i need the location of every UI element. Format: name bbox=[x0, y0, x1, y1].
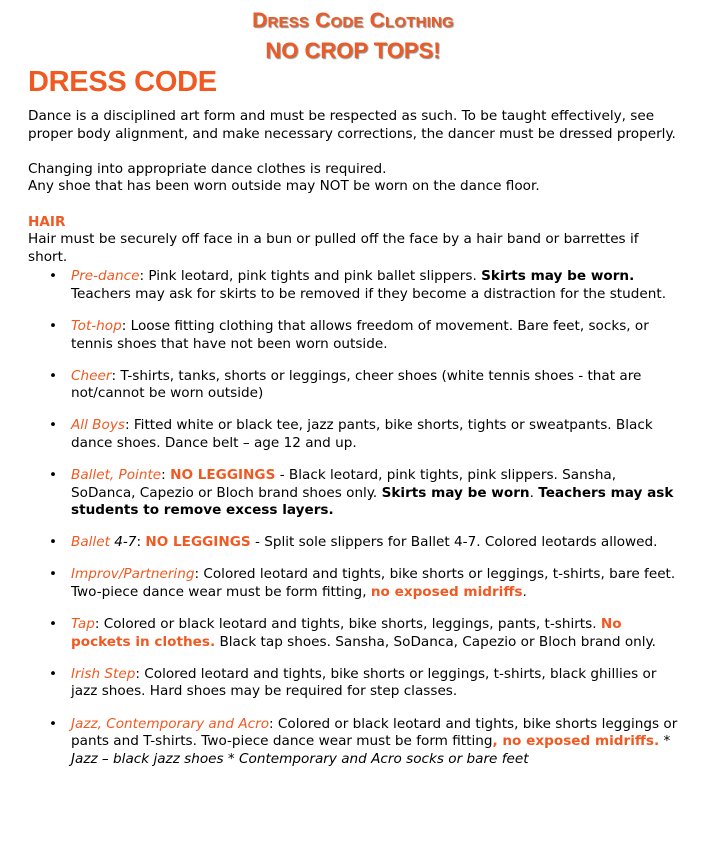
dress-rule-text: NO LEGGINGS bbox=[145, 534, 251, 551]
hair-heading: HAIR bbox=[28, 213, 66, 230]
shoe-rules-paragraph bbox=[28, 161, 678, 196]
dress-rule-text: : Loose fitting clothing that allows freedom of movement. Bare feet, socks, or tennis shoes that have not been worn outside. bbox=[71, 318, 649, 352]
dress-code-content bbox=[28, 108, 678, 783]
class-dress-list bbox=[28, 268, 678, 768]
class-name: All Boys bbox=[71, 417, 125, 434]
class-name: Pre-dance bbox=[71, 268, 140, 285]
bullet-icon: • bbox=[49, 268, 58, 285]
dress-rule-text: - Split sole slippers for Ballet 4-7. Colored leotards allowed. bbox=[250, 534, 658, 551]
dress-rule-text: : Colored leotard and tights, bike shorts or leggings, t-shirts, bare feet. Two-piece dance wear must be form fitting, bbox=[71, 566, 676, 601]
dress-rule-text: : bbox=[161, 467, 171, 484]
class-name: Cheer bbox=[71, 367, 112, 384]
list-item-cheer bbox=[49, 367, 678, 403]
dress-rule-text: , no exposed midriffs. bbox=[492, 733, 660, 750]
dress-rule-text: - Black leotard, pink tights, pink slippers. Sansha, SoDanca, Capezio or Bloch brand shoes only. bbox=[71, 467, 617, 501]
dress-rule-text: : Fitted white or black tee, jazz pants, bike shorts, tights or sweatpants. Black dance shoes. Dance belt – age 12 and up. bbox=[71, 417, 653, 451]
list-item-pre-dance bbox=[49, 268, 678, 303]
class-name: Irish Step bbox=[71, 665, 136, 682]
bullet-icon: • bbox=[49, 665, 58, 682]
list-item-tap bbox=[49, 616, 678, 651]
dress-rule-text: * Jazz – black jazz shoes * Contemporary and Acro socks or bare feet bbox=[71, 733, 671, 767]
hair-text: Hair must be securely off face in a bun or pulled off the face by a hair band or barrettes if short. bbox=[28, 231, 639, 265]
no-crop-tops-banner: NO CROP TOPS! bbox=[265, 38, 441, 63]
bullet-icon: • bbox=[49, 318, 58, 335]
dress-rule-text: NO LEGGINGS bbox=[170, 467, 276, 484]
class-name: Tap bbox=[71, 616, 95, 633]
dress-rule-text: : Pink leotard, pink tights and pink ballet slippers. bbox=[139, 268, 482, 285]
class-name: Improv/Partnering bbox=[71, 566, 195, 583]
dress-rule-text: : bbox=[136, 534, 146, 551]
list-item-jazz-contemporary-acro bbox=[49, 715, 678, 769]
bullet-icon: • bbox=[49, 367, 58, 384]
list-item-all-boys bbox=[49, 417, 678, 452]
dress-rule-text: : Colored leotard and tights, bike shorts or leggings, t-shirts, black ghillies or jazz shoes. Hard shoes may be required for step classes. bbox=[71, 665, 657, 700]
bullet-icon: • bbox=[49, 467, 58, 484]
dress-rule-text: No pockets in clothes. bbox=[71, 616, 622, 650]
clothes-required-text: Changing into appropriate dance clothes is required. bbox=[28, 160, 387, 177]
dress-rule-text: Black tap shoes. Sansha, SoDanca, Capezio or Bloch brand only. bbox=[215, 633, 656, 650]
dress-rule-text: 4-7 bbox=[114, 534, 137, 551]
list-item-ballet-pointe bbox=[49, 467, 678, 520]
dress-rule-text: no exposed midriffs bbox=[370, 584, 523, 601]
dress-rule-text: Teachers may ask students to remove excess layers. bbox=[71, 484, 674, 519]
list-item-ballet-4-7 bbox=[49, 534, 678, 552]
class-name: Tot-hop bbox=[71, 318, 122, 335]
dress-rule-text: : Colored or black leotard and tights, bike shorts leggings or pants and T-shirts. Two-piece dance wear must be form fitting bbox=[71, 715, 678, 750]
dress-rule-text: . bbox=[529, 484, 539, 501]
bullet-icon: • bbox=[49, 715, 58, 732]
page-title: Dress Code Clothing bbox=[252, 9, 454, 32]
dress-rule-text: . bbox=[522, 584, 527, 601]
list-item-improv-partnering bbox=[49, 566, 678, 601]
bullet-icon: • bbox=[49, 616, 58, 633]
class-name: Ballet, Pointe bbox=[71, 467, 162, 484]
intro-paragraph: Dance is a disciplined art form and must be respected as such. To be taught effectively, see proper body alignment, and make necessary corrections, the dancer must be dressed properly. bbox=[28, 108, 676, 142]
dress-rule-text: : Colored or black leotard and tights, bike shorts, leggings, pants, t-shirts. bbox=[94, 616, 601, 633]
dress-rule-text: : T-shirts, tanks, shorts or leggings, cheer shoes (white tennis shoes - that are not/cannot be worn outside) bbox=[71, 367, 642, 402]
bullet-icon: • bbox=[49, 566, 58, 583]
list-item-irish-step bbox=[49, 665, 678, 701]
dress-rule-text: Skirts may be worn. bbox=[481, 268, 635, 285]
bullet-icon: • bbox=[49, 534, 58, 551]
bullet-icon: • bbox=[49, 417, 58, 434]
dress-rule-text: Skirts may be worn bbox=[381, 484, 530, 501]
class-name: Jazz, Contemporary and Acro bbox=[71, 715, 270, 732]
outside-shoes-text: Any shoe that has been worn outside may NOT be worn on the dance floor. bbox=[28, 178, 540, 195]
list-item-tot-hop bbox=[49, 318, 678, 353]
class-name: Ballet bbox=[71, 534, 115, 551]
dress-code-heading: DRESS CODE bbox=[28, 66, 217, 98]
dress-rule-text: Teachers may ask for skirts to be removed if they become a distraction for the student. bbox=[71, 285, 667, 302]
